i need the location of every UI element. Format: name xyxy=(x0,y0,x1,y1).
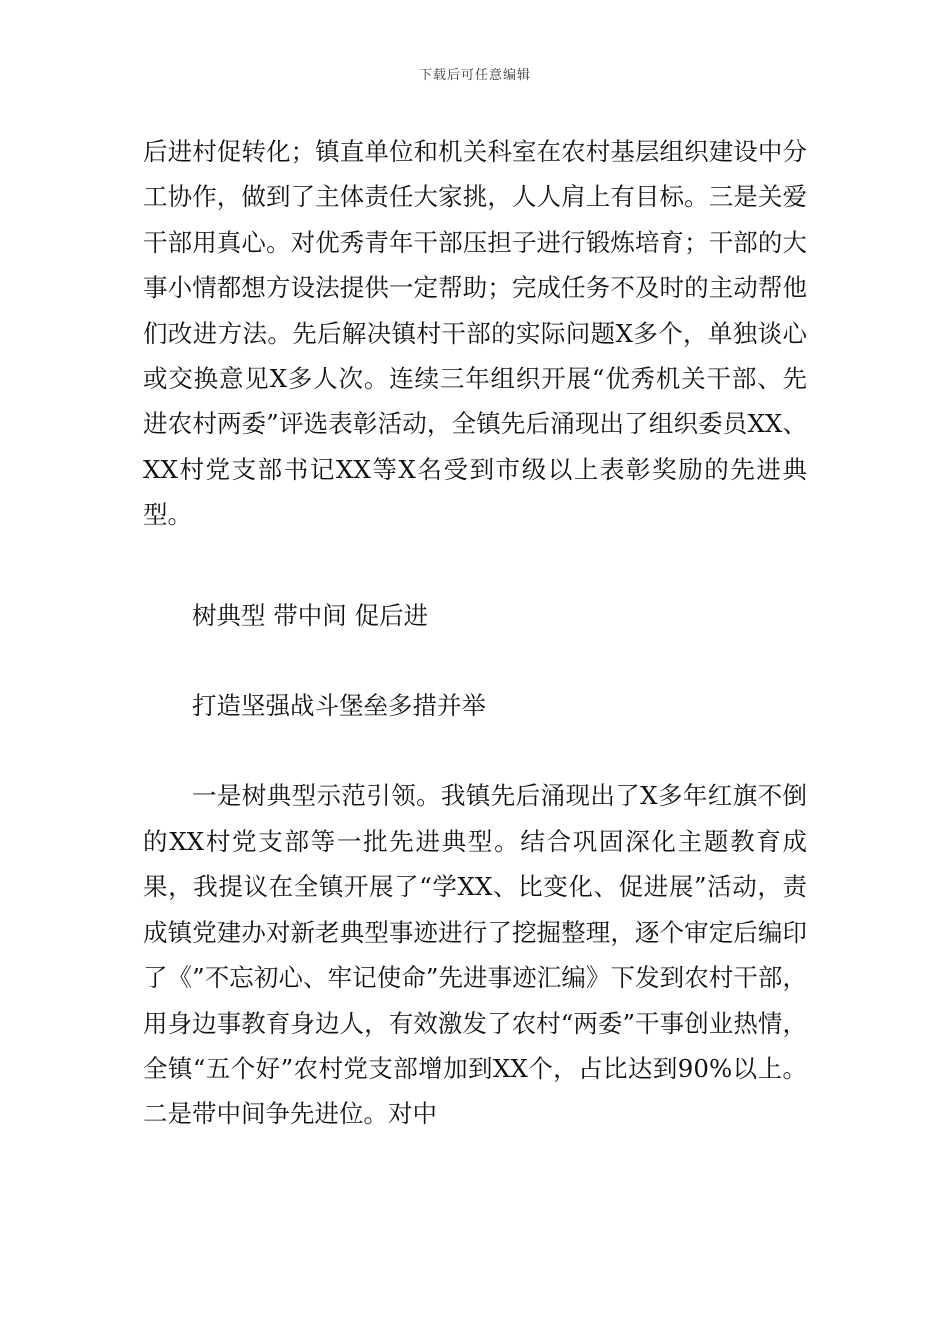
page-header: 下载后可任意编辑 xyxy=(418,68,531,83)
body-paragraph: 后进村促转化；镇直单位和机关科室在农村基层组织建设中分工协作，做到了主体责任大家挑，人人肩上有目标。三是关爱干部用真心。对优秀青年干部压担子进行锻炼培育；干部的大事小情都想方设法提供一定帮助；完成任务不及时的主动帮他们改进方法。先后解决镇村干部的实际问题X多个，单独谈心或交换意见X多人次。连续三年组织开展“优秀机关干部、先进农村两委”评选表彰活动，全镇先后涌现出了组织委员XX、XX村党支部书记XX等X名受到市级以上表彰奖励的先进典型。 xyxy=(143,137,808,530)
section-subheading: 打造坚强战斗堡垒多措并举 xyxy=(192,691,486,721)
document-body xyxy=(143,129,807,1137)
body-paragraph: 一是树典型示范引领。我镇先后涌现出了X多年红旗不倒的XX村党支部等一批先进典型。结合巩固深化主题教育成果，我提议在全镇开展了“学XX、比变化、促进展”活动，责成镇党建办对新老典型事迹进行了挖掘整理，逐个审定后编印了《”不忘初心、牢记使命”先进事迹汇编》下发到农村干部，用身边事教育身边人，有效激发了农村“两委”干事创业热情，全镇“五个好”农村党支部增加到XX个，占比达到90%以上。二是带中间争先进位。对中 xyxy=(143,781,807,1129)
section-heading: 树典型 带中间 促后进 xyxy=(192,600,429,630)
